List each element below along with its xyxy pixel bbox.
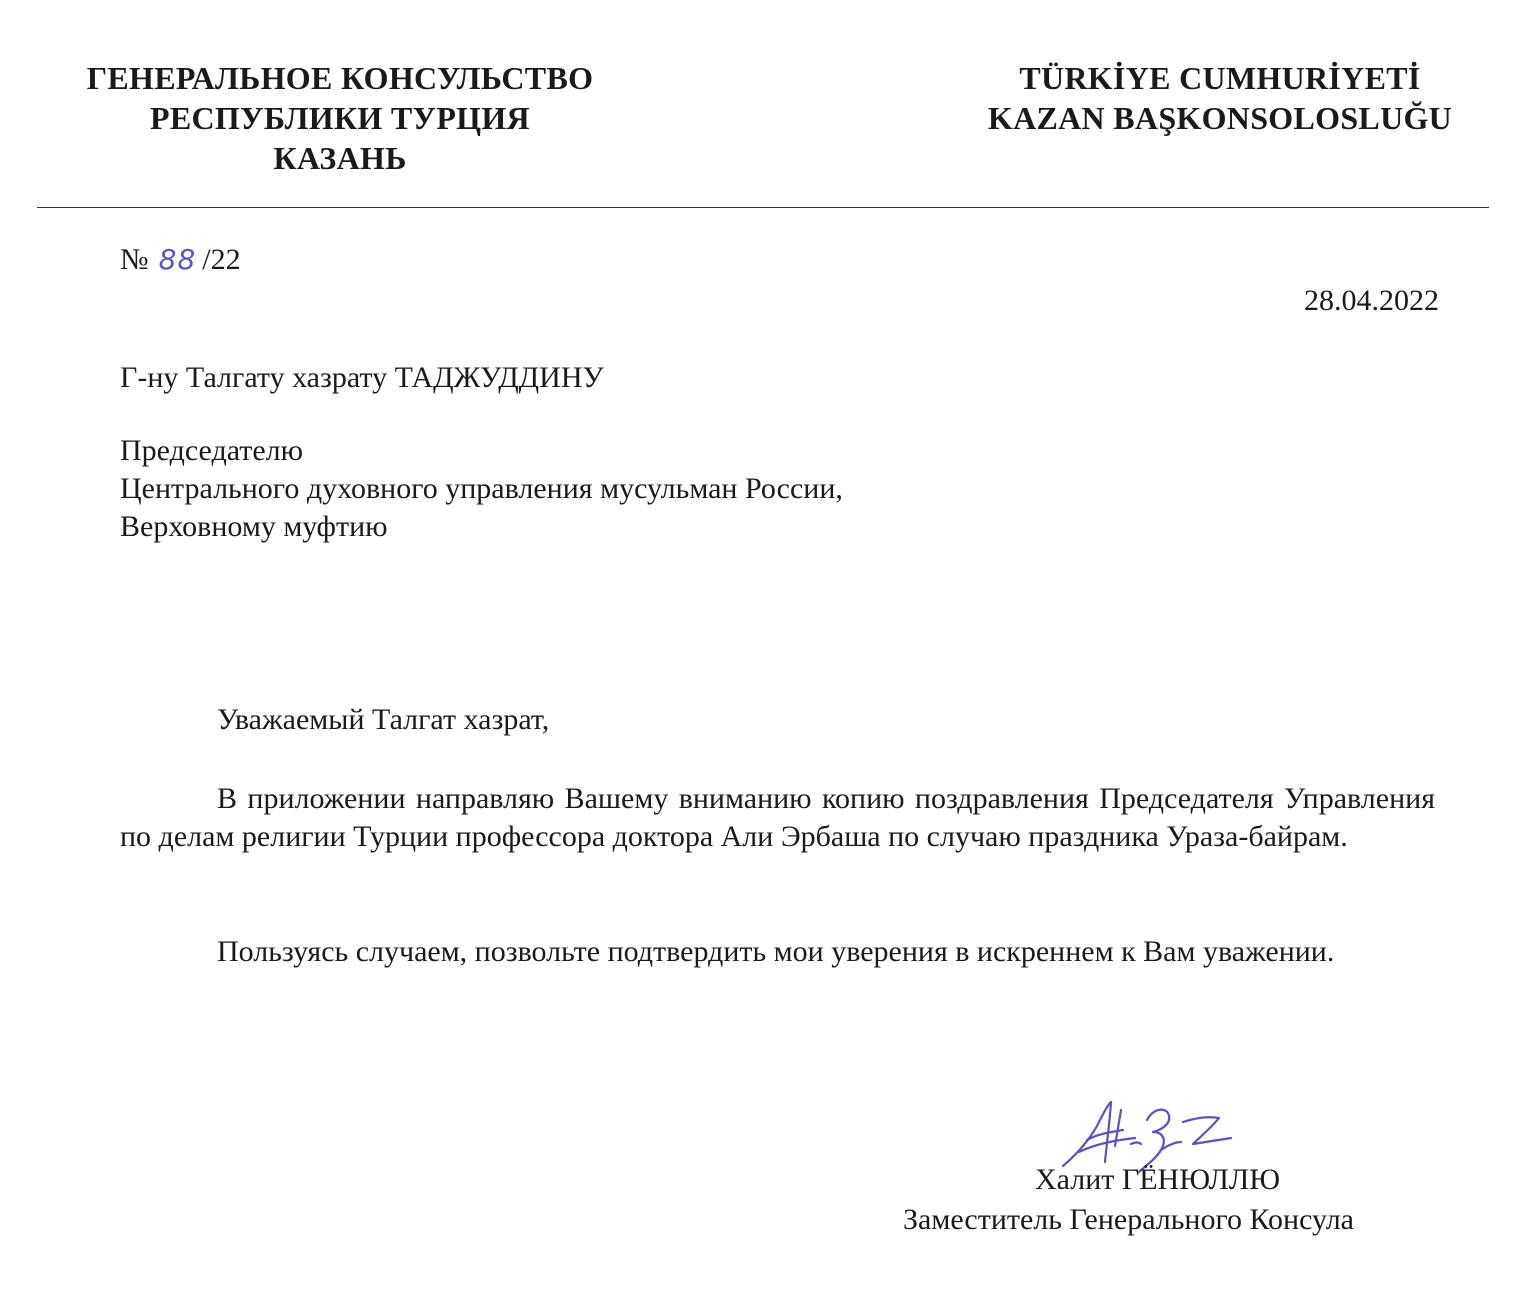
- header-left-line-2: РЕСПУБЛИКИ ТУРЦИЯ: [150, 100, 530, 136]
- consulate-header-turkish: [960, 58, 1480, 138]
- reference-number: [120, 240, 241, 280]
- header-divider: [37, 207, 1489, 208]
- position-line-3: Верховному муфтию: [120, 510, 388, 543]
- reference-suffix: /22: [202, 243, 241, 276]
- addressee-position: [120, 432, 843, 546]
- header-left-line-1: ГЕНЕРАЛЬНОЕ КОНСУЛЬСТВО: [86, 60, 594, 96]
- position-line-2: Центрального духовного управления мусульман России,: [120, 472, 843, 505]
- consulate-header-russian: [60, 58, 620, 178]
- body-paragraph-1: В приложении направляю Вашему вниманию копию поздравления Председателя Управления по делам религии Турции профессора доктора Али Эрбаша по случаю праздника Ураза-байрам.: [120, 782, 1435, 853]
- header-left-line-3: КАЗАНЬ: [273, 140, 407, 176]
- addressee: Г-ну Талгату хазрату ТАДЖУДДИНУ: [120, 361, 604, 394]
- position-line-1: Председателю: [120, 434, 304, 467]
- body-paragraph-2: Пользуясь случаем, позвольте подтвердить мои уверения в искреннем к Вам уважении.: [217, 935, 1335, 968]
- header-right-line-2: KAZAN BAŞKONSOLOSLUĞU: [987, 100, 1453, 136]
- reference-prefix: №: [120, 243, 149, 276]
- signer-name: Халит ГЁНЮЛЛЮ: [1035, 1163, 1281, 1196]
- reference-handwritten-number: 88: [158, 243, 197, 276]
- salutation: Уважаемый Талгат хазрат,: [217, 703, 550, 736]
- header-right-line-1: TÜRKİYE CUMHURİYETİ: [1019, 60, 1421, 96]
- letter-date: 28.04.2022: [1304, 284, 1439, 317]
- signer-title: Заместитель Генерального Консула: [903, 1203, 1354, 1236]
